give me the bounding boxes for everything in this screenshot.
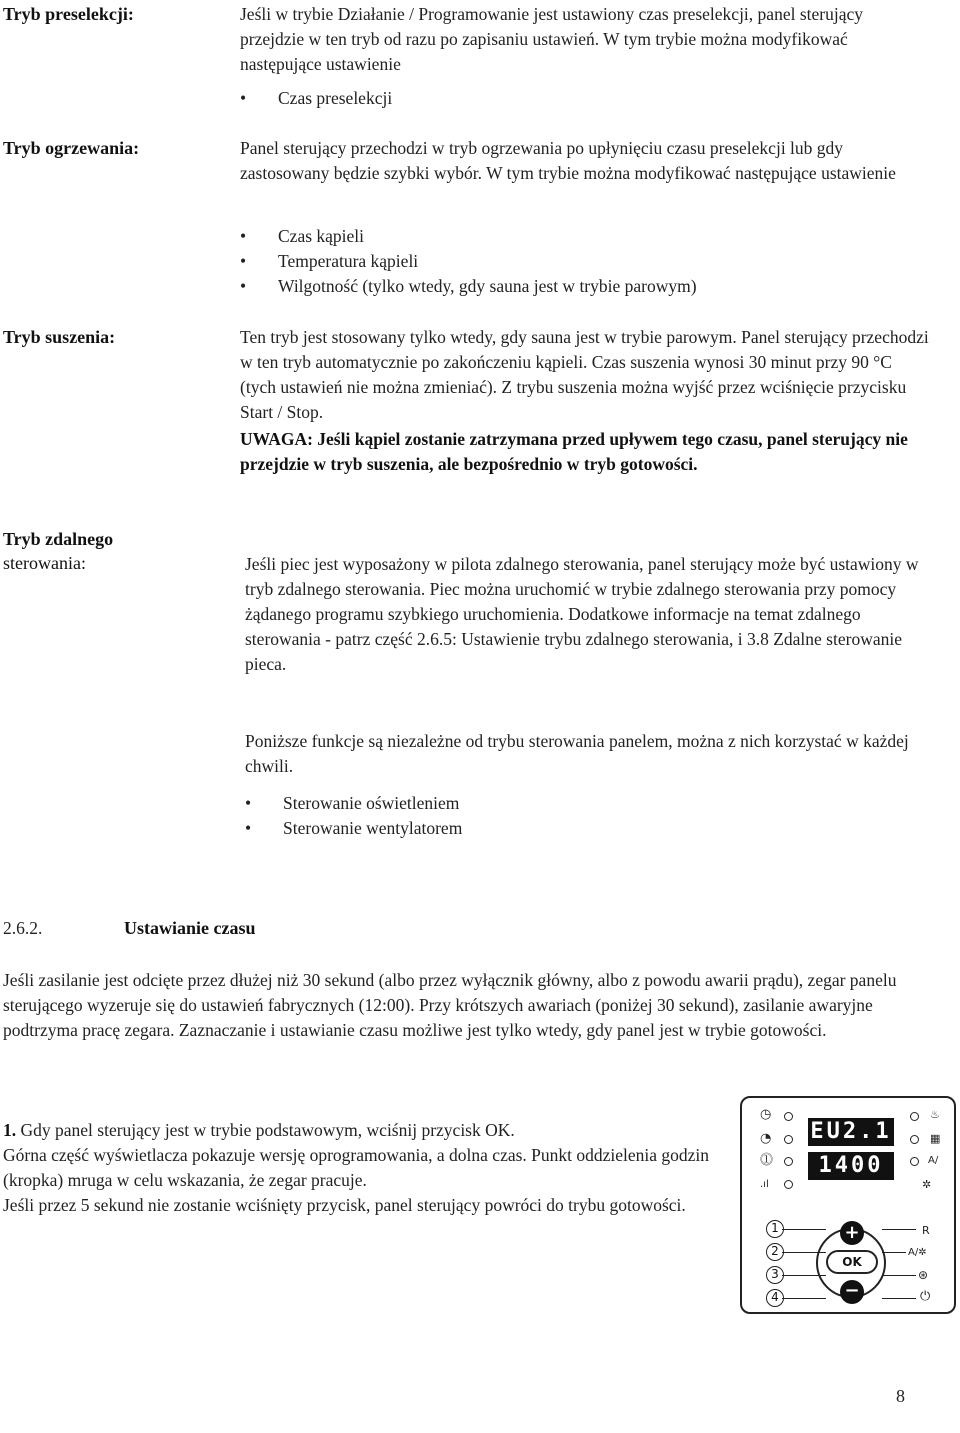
mode-text-remote: Jeśli piec jest wyposażony w pilota zdalnego sterowania, panel sterujący może być ustawiony w tryb zdalnego sterowania. Piec można uruchomić w trybie zdalnego sterowania przy pomocy żądanego programu szybkiego uruchomienia. Dodatkowe informacje na temat zdalnego sterowania - patrz część 2.6.5: Ustawienie trybu zdalnego sterowania, i 3.8 Zdalne sterowanie pieca. xyxy=(245,554,919,674)
bullet-list-independent xyxy=(245,791,935,841)
divider xyxy=(782,1229,826,1230)
led-indicator xyxy=(784,1135,793,1144)
display-top: EU2.1 xyxy=(808,1118,894,1146)
step-text: Gdy panel sterujący jest w trybie podstawowym, wciśnij przycisk OK. xyxy=(16,1120,515,1140)
mode-text-drying: Ten tryb jest stosowany tylko wtedy, gdy sauna jest w trybie parowym. Panel sterujący przechodzi w ten tryb automatycznie po zakończeniu kąpieli. Czas suszenia wynosi 30 minut przy 90 °C (tych ustawień nie można zmieniać). Z trybu suszenia można wyjść przez wciśnięcie przycisku Start / Stop. xyxy=(240,327,929,422)
list-item: • Sterowanie wentylatorem xyxy=(245,816,935,841)
page-number: 8 xyxy=(896,1386,905,1406)
power-icon[interactable]: ⏻ xyxy=(920,1289,931,1304)
section-title: Ustawianie czasu xyxy=(124,918,256,938)
divider xyxy=(882,1275,916,1276)
fan-icon: ✲ xyxy=(922,1178,932,1191)
divider xyxy=(882,1229,916,1230)
alert-icon: ⓵ xyxy=(760,1153,774,1168)
plus-button[interactable]: + xyxy=(840,1221,864,1245)
program-button-2[interactable]: 2 xyxy=(766,1243,784,1261)
bullet-list-preselection xyxy=(240,86,930,111)
minus-button[interactable]: − xyxy=(840,1280,864,1304)
mode-text-preselection: Jeśli w trybie Działanie / Programowanie jest ustawiony czas preselekcji, panel sterujący przejdzie w ten tryb od razu po zapisaniu ustawień. W tym trybie można modyfikować następujące ustawienie xyxy=(240,4,863,74)
step-rest: Górna część wyświetlacza pokazuje wersję oprogramowania, a dolna czas. Punkt oddzielenia godzin (kropka) mruga w celu wskazania, że zegar pracuje. xyxy=(3,1145,710,1190)
mode-label-remote-line2: sterowania: xyxy=(3,553,86,573)
program-button-3[interactable]: 3 xyxy=(766,1266,784,1284)
bullet-list-heating xyxy=(240,224,930,299)
list-item: • Czas preselekcji xyxy=(240,86,930,111)
steam-icon: ♨ xyxy=(930,1108,940,1121)
step-1 xyxy=(3,1118,723,1218)
mode-label-remote-line1: Tryb zdalnego xyxy=(3,529,114,549)
list-item: • Temperatura kąpieli xyxy=(240,249,930,274)
mode-text-heating: Panel sterujący przechodzi w tryb ogrzewania po upłynięciu czasu preselekcji lub gdy zastosowany będzie szybki wybór. W tym trybie można modyfikować następujące ustawienie xyxy=(240,138,896,183)
section-intro: Jeśli zasilanie jest odcięte przez dłużej niż 30 sekund (albo przez wyłącznik główny, albo z powodu awarii prądu), zegar panelu sterującego wyzeruje się do ustawień fabrycznych (12:00). Przy krótszych awariach (poniżej 30 sekund), zasilanie awaryjne podtrzyma pracę zegara. Zaznaczanie i ustawianie czasu możliwe jest tylko wtedy, gdy panel jest w trybie gotowości. xyxy=(3,970,897,1040)
reset-button[interactable]: R xyxy=(922,1224,930,1237)
humidity-icon: .ıl xyxy=(760,1179,769,1190)
led-indicator xyxy=(910,1135,919,1144)
led-indicator xyxy=(910,1112,919,1121)
auto-icon: A/ xyxy=(928,1155,939,1166)
mode-label-preselection: Tryb preselekcji: xyxy=(3,4,134,24)
list-item: • Sterowanie oświetleniem xyxy=(245,791,935,816)
mode-label-drying: Tryb suszenia: xyxy=(3,327,116,347)
ok-button[interactable]: OK xyxy=(826,1250,878,1274)
divider xyxy=(782,1298,826,1299)
program-button-1[interactable]: 1 xyxy=(766,1220,784,1238)
divider xyxy=(882,1252,906,1253)
half-clock-icon: ◔ xyxy=(760,1131,772,1146)
program-button-4[interactable]: 4 xyxy=(766,1289,784,1307)
mode-label-remote xyxy=(3,527,113,575)
led-indicator xyxy=(784,1112,793,1121)
light-button[interactable]: ⊛ xyxy=(918,1268,929,1282)
control-panel xyxy=(740,1096,956,1314)
independent-text: Poniższe funkcje są niezależne od trybu sterowania panelem, można z nich korzystać w każdej chwili. xyxy=(245,731,909,776)
list-item: • Czas kąpieli xyxy=(240,224,930,249)
mode-label-heating: Tryb ogrzewania: xyxy=(3,138,140,158)
warning-text: UWAGA: Jeśli kąpiel zostanie zatrzymana przed upływem tego czasu, panel sterujący nie przejdzie w tryb suszenia, ale bezpośrednio w tryb gotowości. xyxy=(240,429,908,474)
led-indicator xyxy=(784,1180,793,1189)
step-rest-2: Jeśli przez 5 sekund nie zostanie wciśnięty przycisk, panel sterujący powróci do trybu gotowości. xyxy=(3,1195,686,1215)
list-item: • Wilgotność (tylko wtedy, gdy sauna jest w trybie parowym) xyxy=(240,274,930,299)
led-indicator xyxy=(784,1157,793,1166)
section-number: 2.6.2. xyxy=(3,918,43,938)
sauna-icon: ▦ xyxy=(930,1132,941,1145)
auto-fan-button[interactable]: A/✲ xyxy=(908,1247,927,1258)
clock-icon: ◷ xyxy=(760,1107,772,1122)
display-bottom: 1400 xyxy=(808,1152,894,1180)
step-number: 1. xyxy=(3,1120,17,1140)
divider xyxy=(882,1298,916,1299)
led-indicator xyxy=(910,1157,919,1166)
